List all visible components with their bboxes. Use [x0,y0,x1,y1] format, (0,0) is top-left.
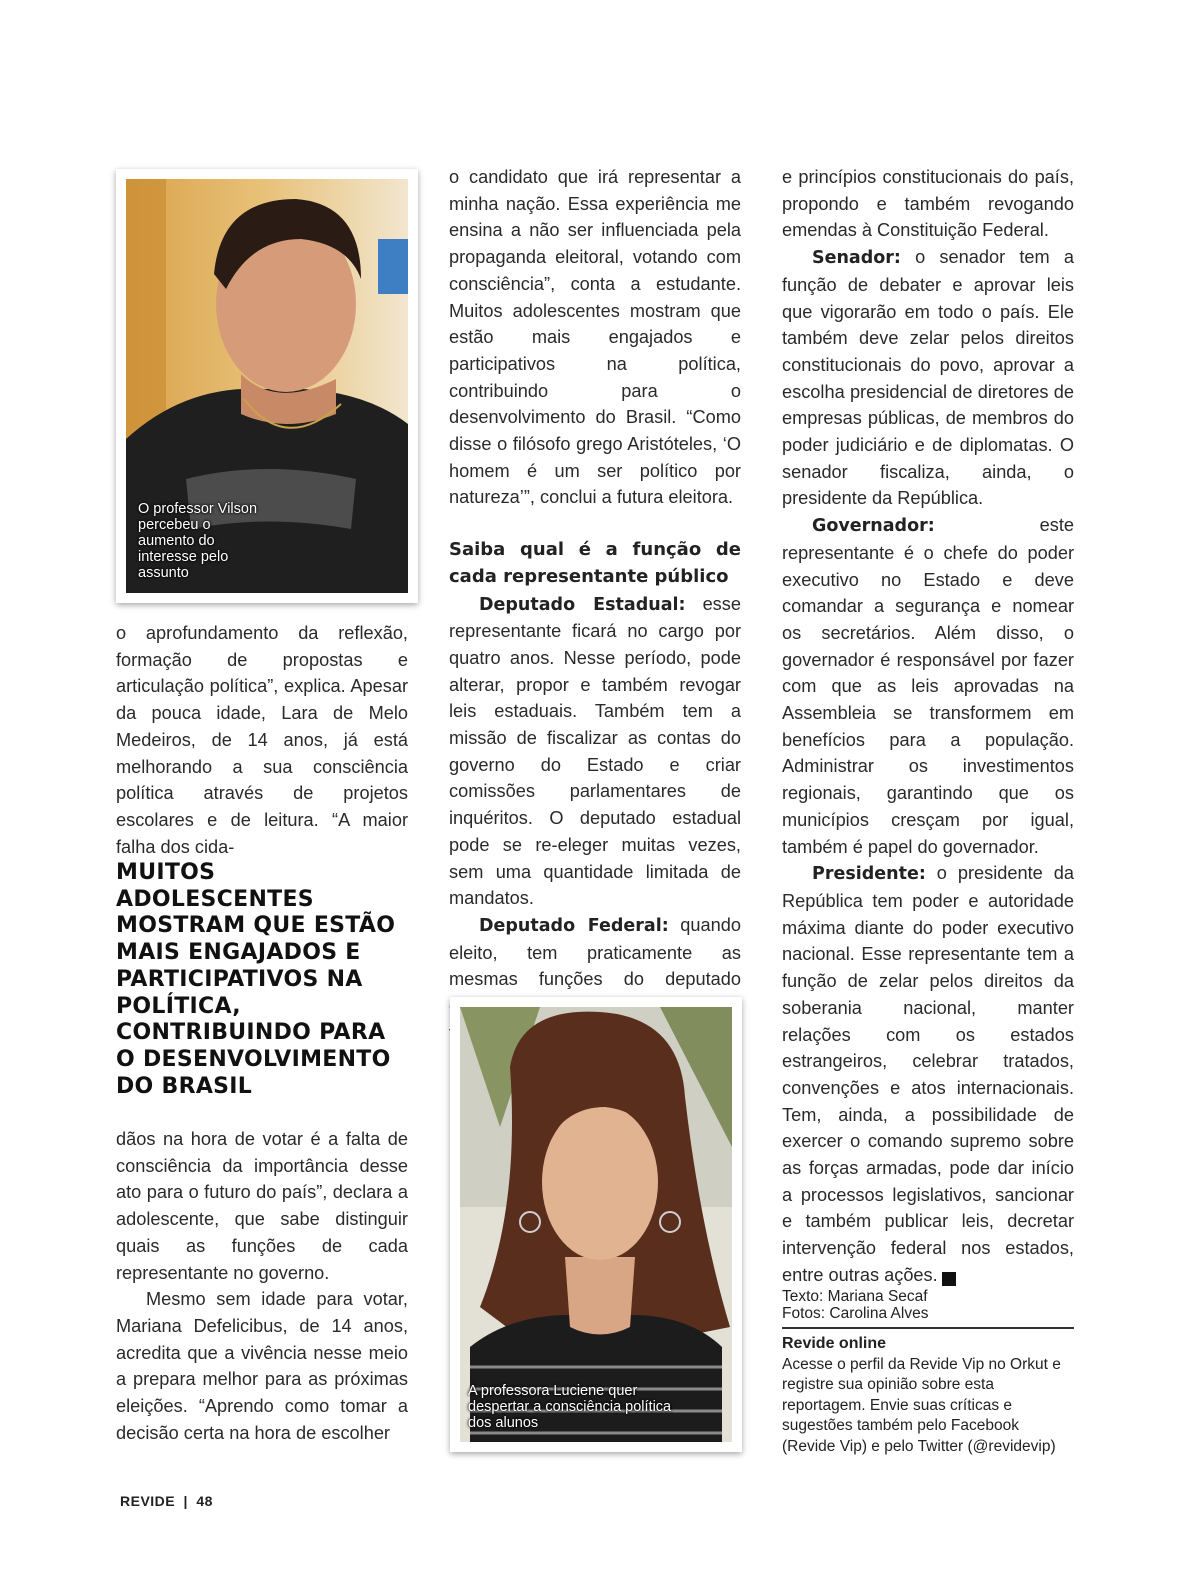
deputado-federal-paragraph: Deputado Federal: quando eleito, tem praticamente as mesmas funções do deputado [449,914,741,990]
end-mark-icon: r [942,1272,956,1286]
credit-text: Texto: Mariana Secaf [782,1288,928,1305]
credits [782,1288,1074,1322]
credit-photos: Fotos: Carolina Alves [782,1305,929,1322]
governador-paragraph: Governador: este representante é o chefe do poder executivo no Estado e deve comandar a segurança e nomear os secretários. Além disso, o governador é responsável por fazer com que as leis aprovadas na Assembleia se transformem em benefícios para a população. Administrar os investimentos regionais, garantindo que os municípios cresçam por igual, também é papel do governador. [782,515,1074,857]
photo-vilson-frame [116,169,418,603]
photo-vilson-caption: O professor Vilson percebeu o aumento do interesse pelo assunto [138,501,258,581]
photo-luciene-frame [450,997,742,1452]
senador-paragraph: Senador: o senador tem a função de debater e aprovar leis que vigorarão em todo o país. Ele também deve zelar pelos direitos constitucionais do povo, aprovar a escolha presidencial de diretores de empresas públicas, de membros do poder judiciário e de diplomatas. O senador fiscaliza, ainda, o presidente da República. [782,247,1074,509]
col1-paragraph-1: o aprofundamento da reflexão, formação de propostas e articulação política”, explica. Apesar da pouca idade, Lara de Melo Medeiros, de 14 anos, já está melhorando a sua consciência política através de projetos escolares e de leitura. “A maior falha dos cida- [116,623,408,857]
footer-page-number: 48 [196,1493,213,1509]
deputado-estadual-paragraph: Deputado Estadual: esse representante ficará no cargo por quatro anos. Nesse período, pode alterar, propor e também revogar leis estaduais. Também tem a missão de fiscalizar as contas do governo do Estado e criar comissões parlamentares de inquéritos. O deputado estadual pode se re-eleger muitas vezes, sem uma quantidade limitada de mandatos. [449,593,741,909]
photo-luciene [460,1007,732,1442]
photo-luciene-caption: A professora Luciene quer despertar a consciência política dos alunos [468,1383,672,1431]
col3-text: e princípios constitucionais do país, propondo e também revogando emendas à Constituição Federal. Senador: o senador tem a função de debater e aprovar leis que vigorarão em todo o país. Ele também deve zelar pelos direitos constitucionais do povo, aprovar a escolha presidencial de diretores de empresas públicas, de membros do poder judiciário e de diplomatas. O senador fiscaliza, ainda, o presidente da República. Governador: este representante é o chefe do poder executivo no Estado e deve comandar a segurança e nomear os secretários. Além disso, o governador é responsável por fazer com que as leis aprovadas na Assembleia se transformem em benefícios para a população. Administrar os investimentos regionais, garantindo que os municípios cresçam por igual, também é papel do governador. Presidente: o presidente da República tem poder e autoridade máxima diante do poder executivo nacional. Esse representante tem a função de zelar pelos direitos da soberania nacional, manter relações com os estados estrangeiros, celebrar tratados, convenções e atos internacionais. Tem, ainda, a possibilidade de exercer o comando supremo sobre as forças armadas, pode dar início a processos legislativos, sancionar e também publicar leis, decretar intervenção federal nos estados, entre outras ações. r [782,164,1074,1289]
page-footer [120,1493,213,1509]
online-text: Acesse o perfil da Revide Vip no Orkut e registre sua opinião sobre esta reportagem. Envie suas críticas e sugestões também pelo Facebook (Revide Vip) e pelo Twitter (@revidevip) [782,1355,1061,1455]
col1-paragraph-2: dãos na hora de votar é a falta de consciência da importância desse ato para o futuro do país”, declara a adolescente, que sabe distinguir quais as funções de cada representante no governo. Mesmo sem idade para votar, Mariana Defelicibus, de 14 anos, acredita que a vivência nesse meio a prepara melhor para as próximas eleições. “Aprendo como tomar a decisão certa na hora de escolher [116,1129,408,1443]
presidente-paragraph: Presidente: o presidente da República tem poder e autoridade máxima diante do poder executivo nacional. Esse representante tem a função de zelar pelos direitos da soberania nacional, manter relações com os estados estrangeiros, celebrar tratados, convenções e atos internacionais. Tem, ainda, a possibilidade de exercer o comando supremo sobre as forças armadas, pode dar início a processos legislativos, sancionar e também publicar leis, decretar intervenção federal nos estados, entre outras ações. r [782,863,1074,1285]
footer-magazine: REVIDE [120,1493,176,1509]
col2-text: o candidato que irá representar a minha nação. Essa experiência me ensina a não ser influenciada pela propaganda eleitoral, votando com consciência”, conta a estudante. Muitos adolescentes mostram que estão mais engajados e participativos na política, contribuindo para o desenvolvimento do Brasil. “Como disse o filósofo grego Aristóteles, ‘O homem é um ser político por natureza’”, conclui a futura eleitora. Saiba qual é a função de cada representante público Deputado Estadual: esse representante ficará no cargo por quatro anos. Nesse período, pode alterar, propor e também revogar leis estaduais. Também tem a missão de fiscalizar as contas do governo do Estado e criar comissões parlamentares de inquéritos. O deputado estadual pode se re-eleger muitas vezes, sem uma quantidade limitada de mandatos. Deputado Federal: quando eleito, tem praticamente as mesmas funções do deputado [449,164,741,1073]
pull-quote: MUITOS ADOLESCENTES MOSTRAM QUE ESTÃO MAIS ENGAJADOS E PARTICIPATIVOS NA POLÍTICA, CONTRIBUINDO PARA O DESENVOLVIMENTO DO BRASIL [116,860,396,1099]
online-title: Revide online [782,1335,887,1352]
subheading: Saiba qual é a função de cada representante público [449,539,741,587]
revide-online-box [782,1334,1074,1457]
footer-separator: | [183,1493,188,1509]
credits-divider [782,1327,1074,1329]
